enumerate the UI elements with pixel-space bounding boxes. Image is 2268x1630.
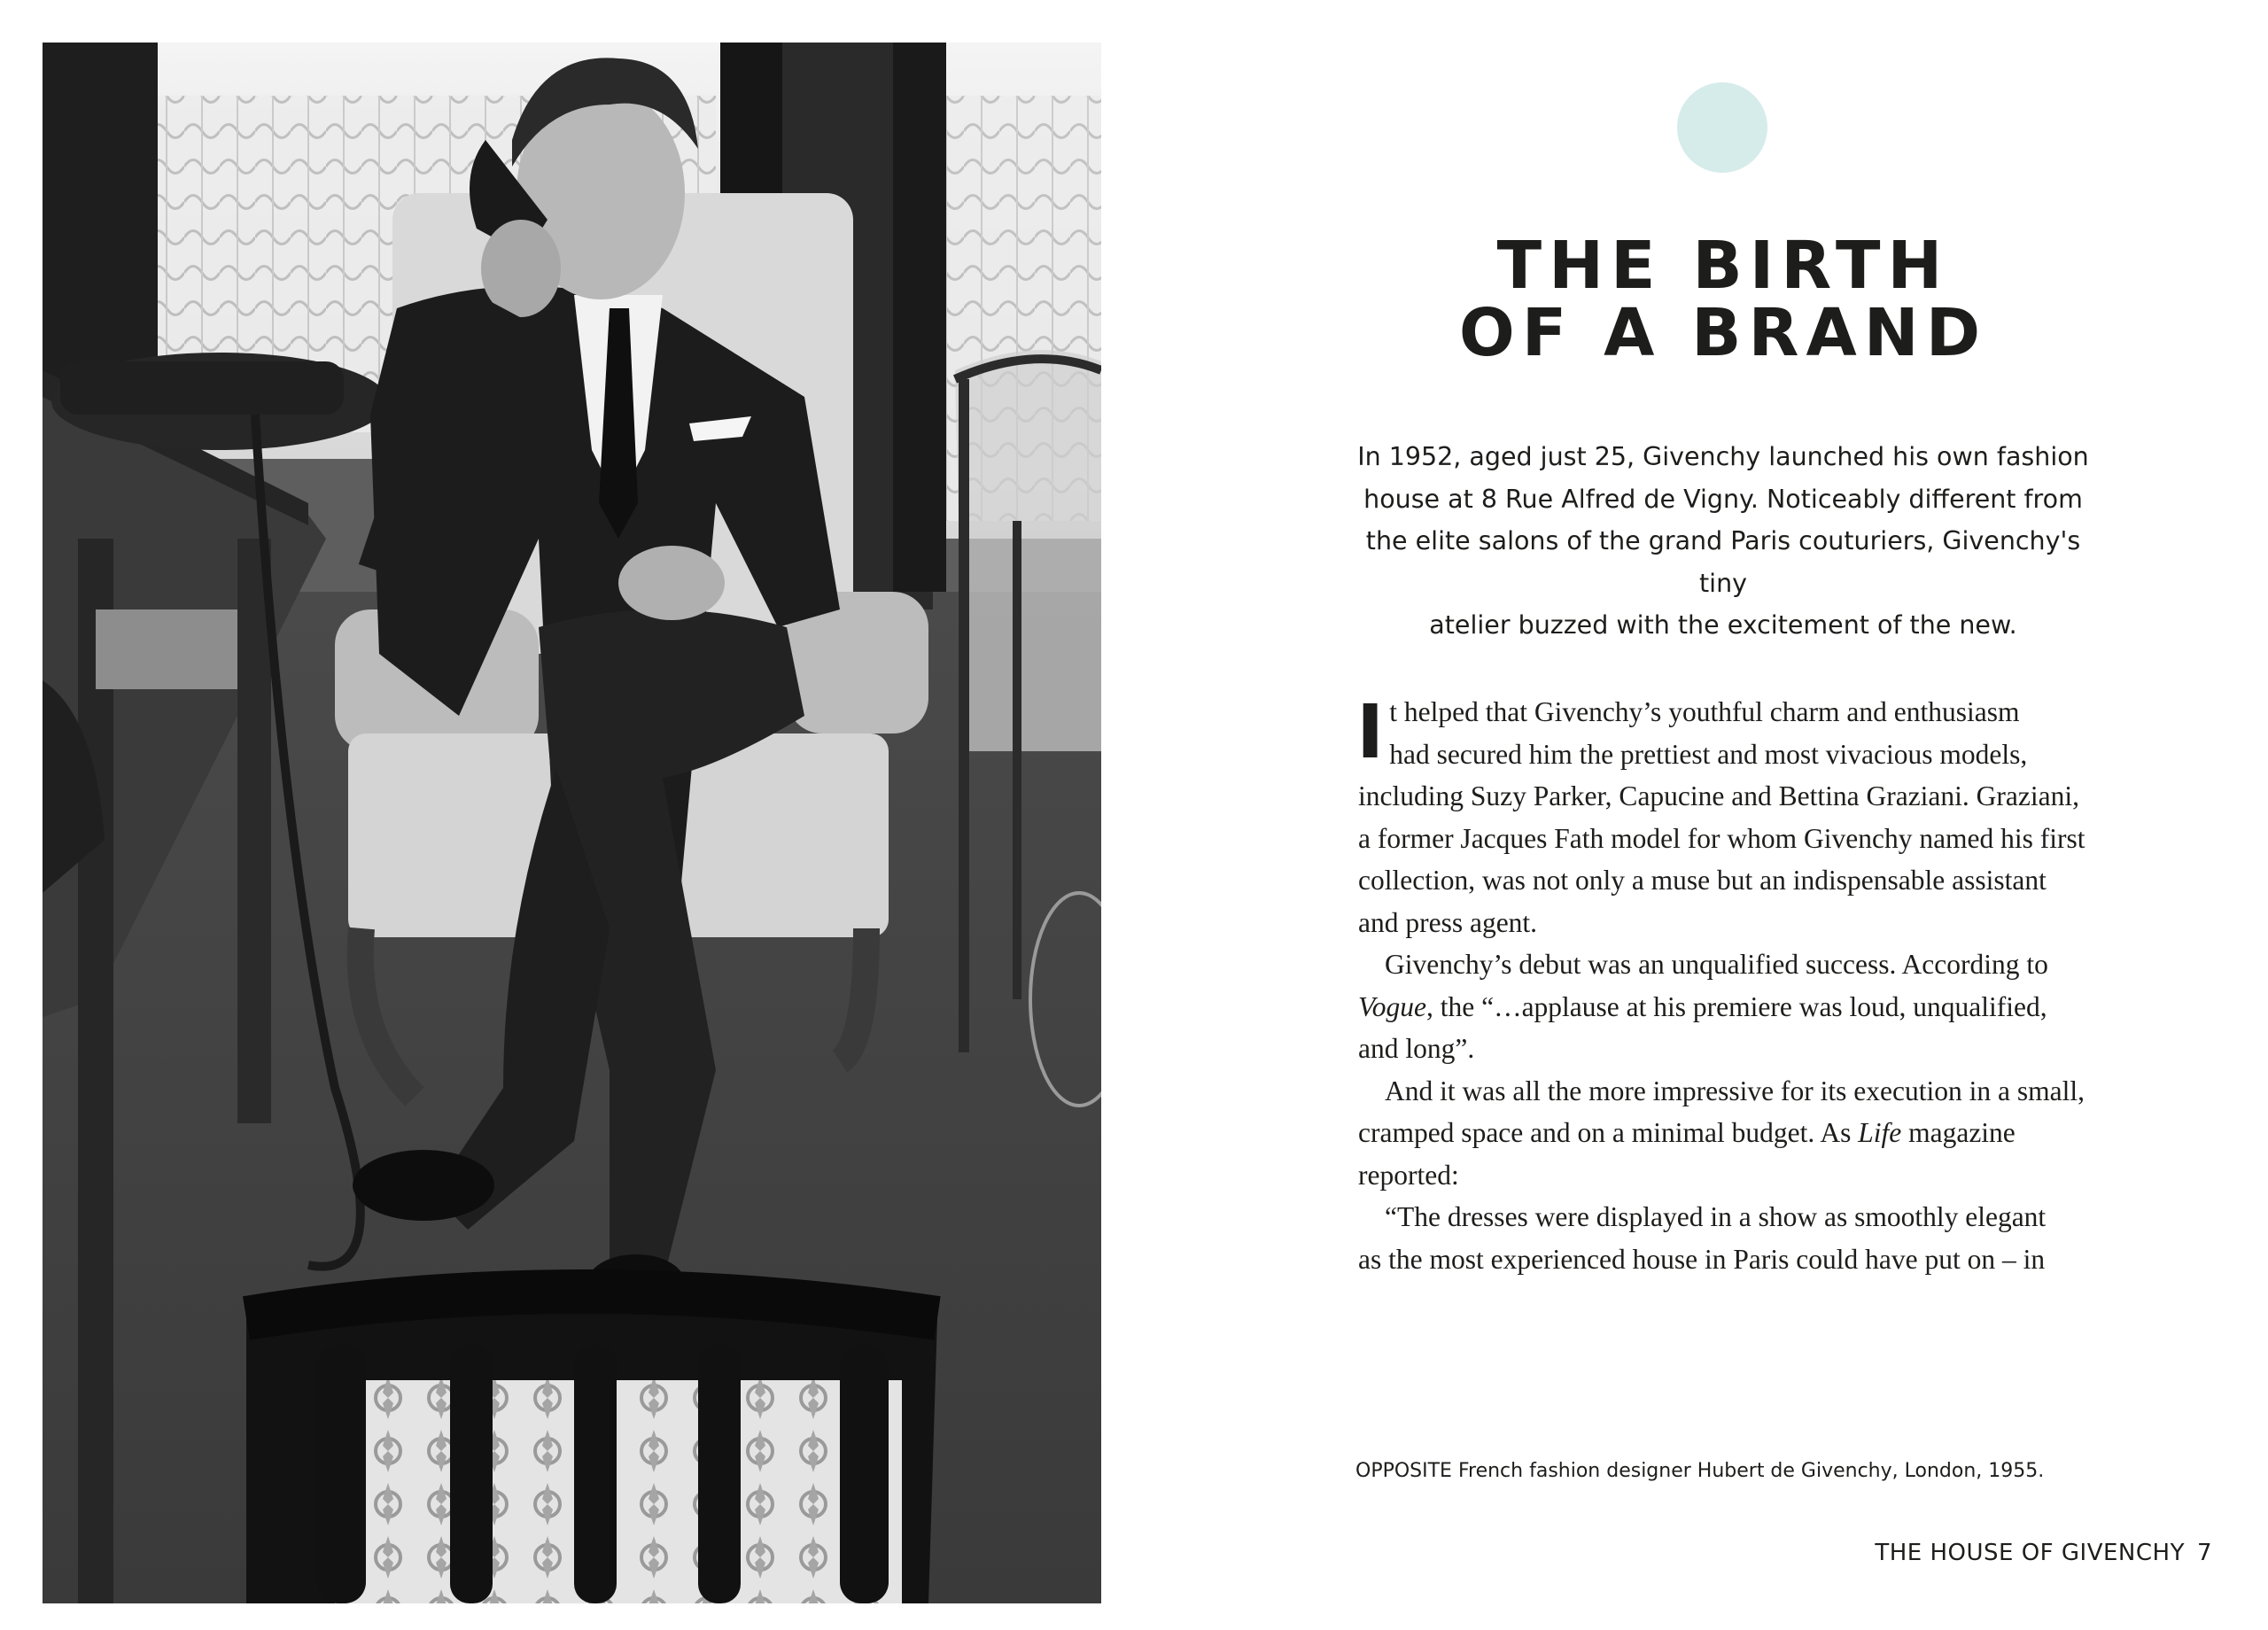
body-line: and long”.	[1358, 1033, 1475, 1064]
caption-label: OPPOSITE	[1355, 1460, 1452, 1482]
body-fragment: magazine	[1901, 1117, 2016, 1148]
accent-dot	[1677, 82, 1767, 173]
page-footer	[1875, 1540, 2212, 1566]
body-line: including Suzy Parker, Capucine and Bettina Graziani. Graziani,	[1358, 780, 2079, 811]
body-line: reported:	[1358, 1159, 1459, 1191]
magazine-title-vogue: Vogue	[1358, 990, 1426, 1022]
body-line: collection, was not only a muse but an indispensable assistant	[1358, 865, 2047, 896]
standfirst-line: atelier buzzed with the excitement of the new.	[1429, 610, 2017, 640]
body-line: “The dresses were displayed in a show as smoothly elegant	[1385, 1201, 2047, 1232]
photo-caption	[1355, 1458, 2044, 1485]
standfirst	[1347, 436, 2100, 647]
page-number: 7	[2196, 1540, 2212, 1566]
body-line: And it was all the more impressive for its execution in a small,	[1385, 1075, 2085, 1106]
running-title: THE HOUSE OF GIVENCHY	[1875, 1540, 2185, 1566]
body-line: a former Jacques Fath model for whom Givenchy named his first	[1358, 822, 2085, 854]
standfirst-line: In 1952, aged just 25, Givenchy launched his own fashion	[1357, 442, 2089, 471]
body-line: had secured him the prettiest and most vivacious models,	[1389, 738, 2028, 770]
body-fragment: , the “…applause at his premiere was loud, unqualified,	[1425, 990, 2047, 1022]
body-fragment: cramped space and on a minimal budget. As	[1358, 1117, 1859, 1148]
body-line	[1358, 1112, 2093, 1154]
photo-illustration	[43, 43, 1101, 1603]
body-text	[1356, 688, 2093, 1280]
caption-text: French fashion designer Hubert de Givenchy, London, 1955.	[1451, 1460, 2045, 1482]
chapter-title	[1329, 228, 2117, 371]
body-line: t helped that Givenchy’s youthful charm and enthusiasm	[1389, 696, 2020, 727]
drop-cap: I	[1356, 688, 1385, 775]
standfirst-line: the elite salons of the grand Paris couturiers, Givenchy's tiny	[1365, 526, 2081, 598]
standfirst-line: house at 8 Rue Alfred de Vigny. Noticeably different from	[1363, 484, 2083, 514]
photograph	[43, 43, 1101, 1603]
chapter-title-line-1: THE BIRTH	[1496, 228, 1950, 304]
chapter-title-line-2: OF A BRAND	[1458, 295, 1988, 371]
magazine-title-life: Life	[1858, 1117, 1902, 1148]
body-line: and press agent.	[1358, 906, 1538, 938]
body-line: as the most experienced house in Paris could have put on – in	[1358, 1243, 2046, 1275]
body-line: Givenchy’s debut was an unqualified success. According to	[1385, 949, 2048, 980]
body-line	[1358, 986, 2093, 1028]
